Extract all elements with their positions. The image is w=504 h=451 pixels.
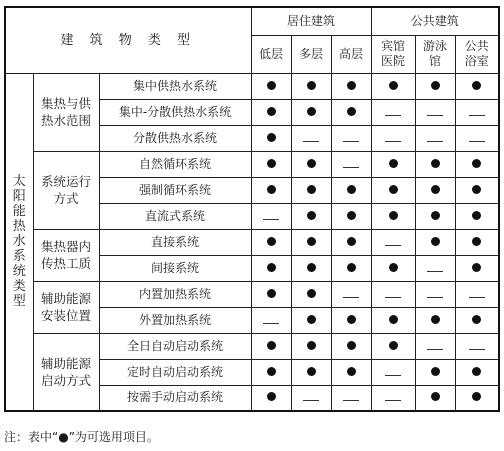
- group-label: 辅助能源启动方式: [33, 333, 99, 411]
- not-applicable-dash-icon: [469, 349, 485, 350]
- applicability-cell: [455, 229, 499, 255]
- applicability-cell: [251, 73, 291, 99]
- applicable-dot-icon: [389, 315, 398, 324]
- group-public: 公共建筑: [371, 7, 499, 35]
- applicability-cell: [415, 307, 455, 333]
- applicability-cell: [371, 229, 415, 255]
- system-name: 按需手动启动系统: [99, 385, 251, 411]
- table-title: 建 筑 物 类 型: [5, 7, 251, 73]
- table-row: [5, 333, 499, 359]
- applicability-cell: [415, 255, 455, 281]
- applicability-cell: [251, 151, 291, 177]
- applicable-dot-icon: [472, 367, 481, 376]
- applicability-cell: [331, 177, 371, 203]
- applicability-cell: [331, 385, 371, 411]
- table-body: [5, 73, 499, 411]
- not-applicable-dash-icon: [343, 141, 359, 142]
- not-applicable-dash-icon: [427, 141, 443, 142]
- system-name: 直接系统: [99, 229, 251, 255]
- not-applicable-dash-icon: [343, 167, 359, 168]
- applicability-cell: [331, 281, 371, 307]
- applicable-dot-icon: [389, 263, 398, 272]
- not-applicable-dash-icon: [303, 400, 319, 401]
- applicability-cell: [455, 99, 499, 125]
- applicability-cell: [331, 359, 371, 385]
- column-header: 游泳 馆: [415, 35, 455, 73]
- applicable-dot-icon: [472, 211, 481, 220]
- applicable-dot-icon: [347, 367, 356, 376]
- applicable-dot-icon: [431, 237, 440, 246]
- applicability-cell: [291, 229, 331, 255]
- applicability-cell: [455, 281, 499, 307]
- applicability-cell: [455, 255, 499, 281]
- system-name: 分散供热水系统: [99, 125, 251, 151]
- applicable-dot-icon: [472, 159, 481, 168]
- applicable-dot-icon: [431, 81, 440, 90]
- solar-water-heating-table: [4, 6, 500, 412]
- applicable-dot-icon: [307, 237, 316, 246]
- table-row: [5, 281, 499, 307]
- applicable-dot-icon: [267, 289, 276, 298]
- applicability-cell: [251, 359, 291, 385]
- applicability-cell: [251, 125, 291, 151]
- applicability-cell: [251, 385, 291, 411]
- applicability-cell: [331, 333, 371, 359]
- applicability-cell: [371, 333, 415, 359]
- applicability-cell: [455, 125, 499, 151]
- applicability-cell: [415, 281, 455, 307]
- applicable-dot-icon: [267, 159, 276, 168]
- not-applicable-dash-icon: [469, 141, 485, 142]
- applicable-dot-icon: [307, 81, 316, 90]
- system-name: 定时自动启动系统: [99, 359, 251, 385]
- system-name: 自然循环系统: [99, 151, 251, 177]
- applicable-dot-icon: [307, 211, 316, 220]
- applicable-dot-icon: [472, 81, 481, 90]
- applicability-cell: [371, 385, 415, 411]
- applicable-dot-icon: [267, 263, 276, 272]
- applicability-cell: [251, 203, 291, 229]
- applicable-dot-icon: [347, 185, 356, 194]
- applicability-cell: [415, 385, 455, 411]
- not-applicable-dash-icon: [427, 115, 443, 116]
- applicable-dot-icon: [389, 81, 398, 90]
- applicability-cell: [371, 99, 415, 125]
- applicability-cell: [291, 333, 331, 359]
- applicable-dot-icon: [347, 107, 356, 116]
- not-applicable-dash-icon: [385, 297, 401, 298]
- applicability-cell: [371, 177, 415, 203]
- applicability-cell: [455, 359, 499, 385]
- not-applicable-dash-icon: [427, 297, 443, 298]
- applicability-cell: [371, 307, 415, 333]
- applicability-cell: [291, 359, 331, 385]
- not-applicable-dash-icon: [303, 141, 319, 142]
- applicability-cell: [415, 73, 455, 99]
- applicability-cell: [251, 229, 291, 255]
- column-header: 低层: [251, 35, 291, 73]
- not-applicable-dash-icon: [343, 297, 359, 298]
- group-label: 集热器内传热工质: [33, 229, 99, 281]
- applicable-dot-icon: [347, 341, 356, 350]
- applicable-dot-icon: [472, 315, 481, 324]
- applicability-cell: [251, 281, 291, 307]
- applicable-dot-icon: [389, 185, 398, 194]
- applicable-dot-icon: [431, 315, 440, 324]
- not-applicable-dash-icon: [263, 219, 279, 220]
- applicability-cell: [251, 307, 291, 333]
- applicability-cell: [455, 385, 499, 411]
- applicability-cell: [331, 203, 371, 229]
- applicable-dot-icon: [472, 185, 481, 194]
- not-applicable-dash-icon: [343, 400, 359, 401]
- system-name: 外置加热系统: [99, 307, 251, 333]
- applicability-cell: [371, 125, 415, 151]
- applicable-dot-icon: [307, 107, 316, 116]
- system-name: 强制循环系统: [99, 177, 251, 203]
- applicable-dot-icon: [389, 211, 398, 220]
- applicable-dot-icon: [307, 159, 316, 168]
- system-name: 集中供热水系统: [99, 73, 251, 99]
- applicable-dot-icon: [267, 81, 276, 90]
- system-name: 内置加热系统: [99, 281, 251, 307]
- not-applicable-dash-icon: [469, 297, 485, 298]
- not-applicable-dash-icon: [385, 245, 401, 246]
- applicability-cell: [291, 203, 331, 229]
- applicable-dot-icon: [267, 107, 276, 116]
- applicable-dot-icon: [472, 392, 481, 401]
- system-type-label: 太阳能热水系统类型: [12, 174, 26, 310]
- table-note: 注：表中“●”为可选用项目。: [4, 430, 159, 444]
- applicability-cell: [331, 229, 371, 255]
- applicability-cell: [291, 151, 331, 177]
- applicability-cell: [291, 307, 331, 333]
- applicable-dot-icon: [431, 185, 440, 194]
- applicable-dot-icon: [472, 263, 481, 272]
- group-residential: 居住建筑: [251, 7, 371, 35]
- applicable-dot-icon: [307, 367, 316, 376]
- applicability-cell: [251, 333, 291, 359]
- column-header: 高层: [331, 35, 371, 73]
- not-applicable-dash-icon: [427, 349, 443, 350]
- applicability-cell: [371, 255, 415, 281]
- applicable-dot-icon: [307, 263, 316, 272]
- applicable-dot-icon: [347, 237, 356, 246]
- applicable-dot-icon: [307, 315, 316, 324]
- not-applicable-dash-icon: [427, 271, 443, 272]
- not-applicable-dash-icon: [469, 115, 485, 116]
- applicable-dot-icon: [347, 211, 356, 220]
- applicability-cell: [291, 281, 331, 307]
- not-applicable-dash-icon: [385, 141, 401, 142]
- applicability-cell: [291, 255, 331, 281]
- not-applicable-dash-icon: [385, 400, 401, 401]
- column-header: 宾馆 医院: [371, 35, 415, 73]
- system-name: 集中-分散供热水系统: [99, 99, 251, 125]
- applicability-cell: [415, 203, 455, 229]
- applicability-cell: [331, 125, 371, 151]
- table-row: [5, 151, 499, 177]
- applicable-dot-icon: [431, 392, 440, 401]
- applicable-dot-icon: [267, 341, 276, 350]
- applicability-cell: [291, 73, 331, 99]
- applicability-cell: [455, 307, 499, 333]
- applicability-cell: [415, 177, 455, 203]
- applicable-dot-icon: [472, 237, 481, 246]
- applicability-cell: [455, 151, 499, 177]
- applicability-cell: [371, 203, 415, 229]
- system-name: 直流式系统: [99, 203, 251, 229]
- applicability-cell: [251, 255, 291, 281]
- applicable-dot-icon: [431, 159, 440, 168]
- applicability-cell: [371, 281, 415, 307]
- applicable-dot-icon: [307, 185, 316, 194]
- applicable-dot-icon: [307, 341, 316, 350]
- applicable-dot-icon: [347, 315, 356, 324]
- applicable-dot-icon: [267, 392, 276, 401]
- applicable-dot-icon: [431, 211, 440, 220]
- applicable-dot-icon: [267, 133, 276, 142]
- applicability-cell: [291, 125, 331, 151]
- system-type-label-cell: [5, 73, 33, 411]
- applicable-dot-icon: [347, 263, 356, 272]
- applicability-cell: [251, 177, 291, 203]
- applicability-cell: [291, 99, 331, 125]
- applicability-cell: [415, 229, 455, 255]
- group-label: 系统运行方式: [33, 151, 99, 229]
- not-applicable-dash-icon: [385, 375, 401, 376]
- applicable-dot-icon: [267, 237, 276, 246]
- applicability-cell: [455, 333, 499, 359]
- applicability-cell: [455, 203, 499, 229]
- applicability-cell: [331, 73, 371, 99]
- table-row: [5, 229, 499, 255]
- column-header: 公共 浴室: [455, 35, 499, 73]
- column-header: 多层: [291, 35, 331, 73]
- applicable-dot-icon: [267, 367, 276, 376]
- applicability-cell: [415, 333, 455, 359]
- not-applicable-dash-icon: [263, 323, 279, 324]
- applicability-cell: [415, 151, 455, 177]
- applicability-cell: [415, 125, 455, 151]
- applicability-cell: [415, 359, 455, 385]
- system-name: 全日自动启动系统: [99, 333, 251, 359]
- applicability-cell: [415, 99, 455, 125]
- table-row: [5, 73, 499, 99]
- applicable-dot-icon: [389, 341, 398, 350]
- applicable-dot-icon: [307, 289, 316, 298]
- not-applicable-dash-icon: [385, 115, 401, 116]
- applicability-cell: [331, 99, 371, 125]
- applicability-cell: [331, 255, 371, 281]
- applicable-dot-icon: [267, 185, 276, 194]
- applicability-cell: [251, 99, 291, 125]
- applicable-dot-icon: [347, 81, 356, 90]
- applicability-cell: [291, 177, 331, 203]
- applicability-cell: [371, 73, 415, 99]
- group-label: 集热与供热水范围: [33, 73, 99, 151]
- applicability-cell: [331, 151, 371, 177]
- applicable-dot-icon: [431, 367, 440, 376]
- applicability-cell: [371, 359, 415, 385]
- applicability-cell: [371, 151, 415, 177]
- applicability-cell: [331, 307, 371, 333]
- applicability-cell: [291, 385, 331, 411]
- applicability-cell: [455, 177, 499, 203]
- group-label: 辅助能源安装位置: [33, 281, 99, 333]
- applicability-cell: [455, 73, 499, 99]
- system-name: 间接系统: [99, 255, 251, 281]
- applicable-dot-icon: [389, 159, 398, 168]
